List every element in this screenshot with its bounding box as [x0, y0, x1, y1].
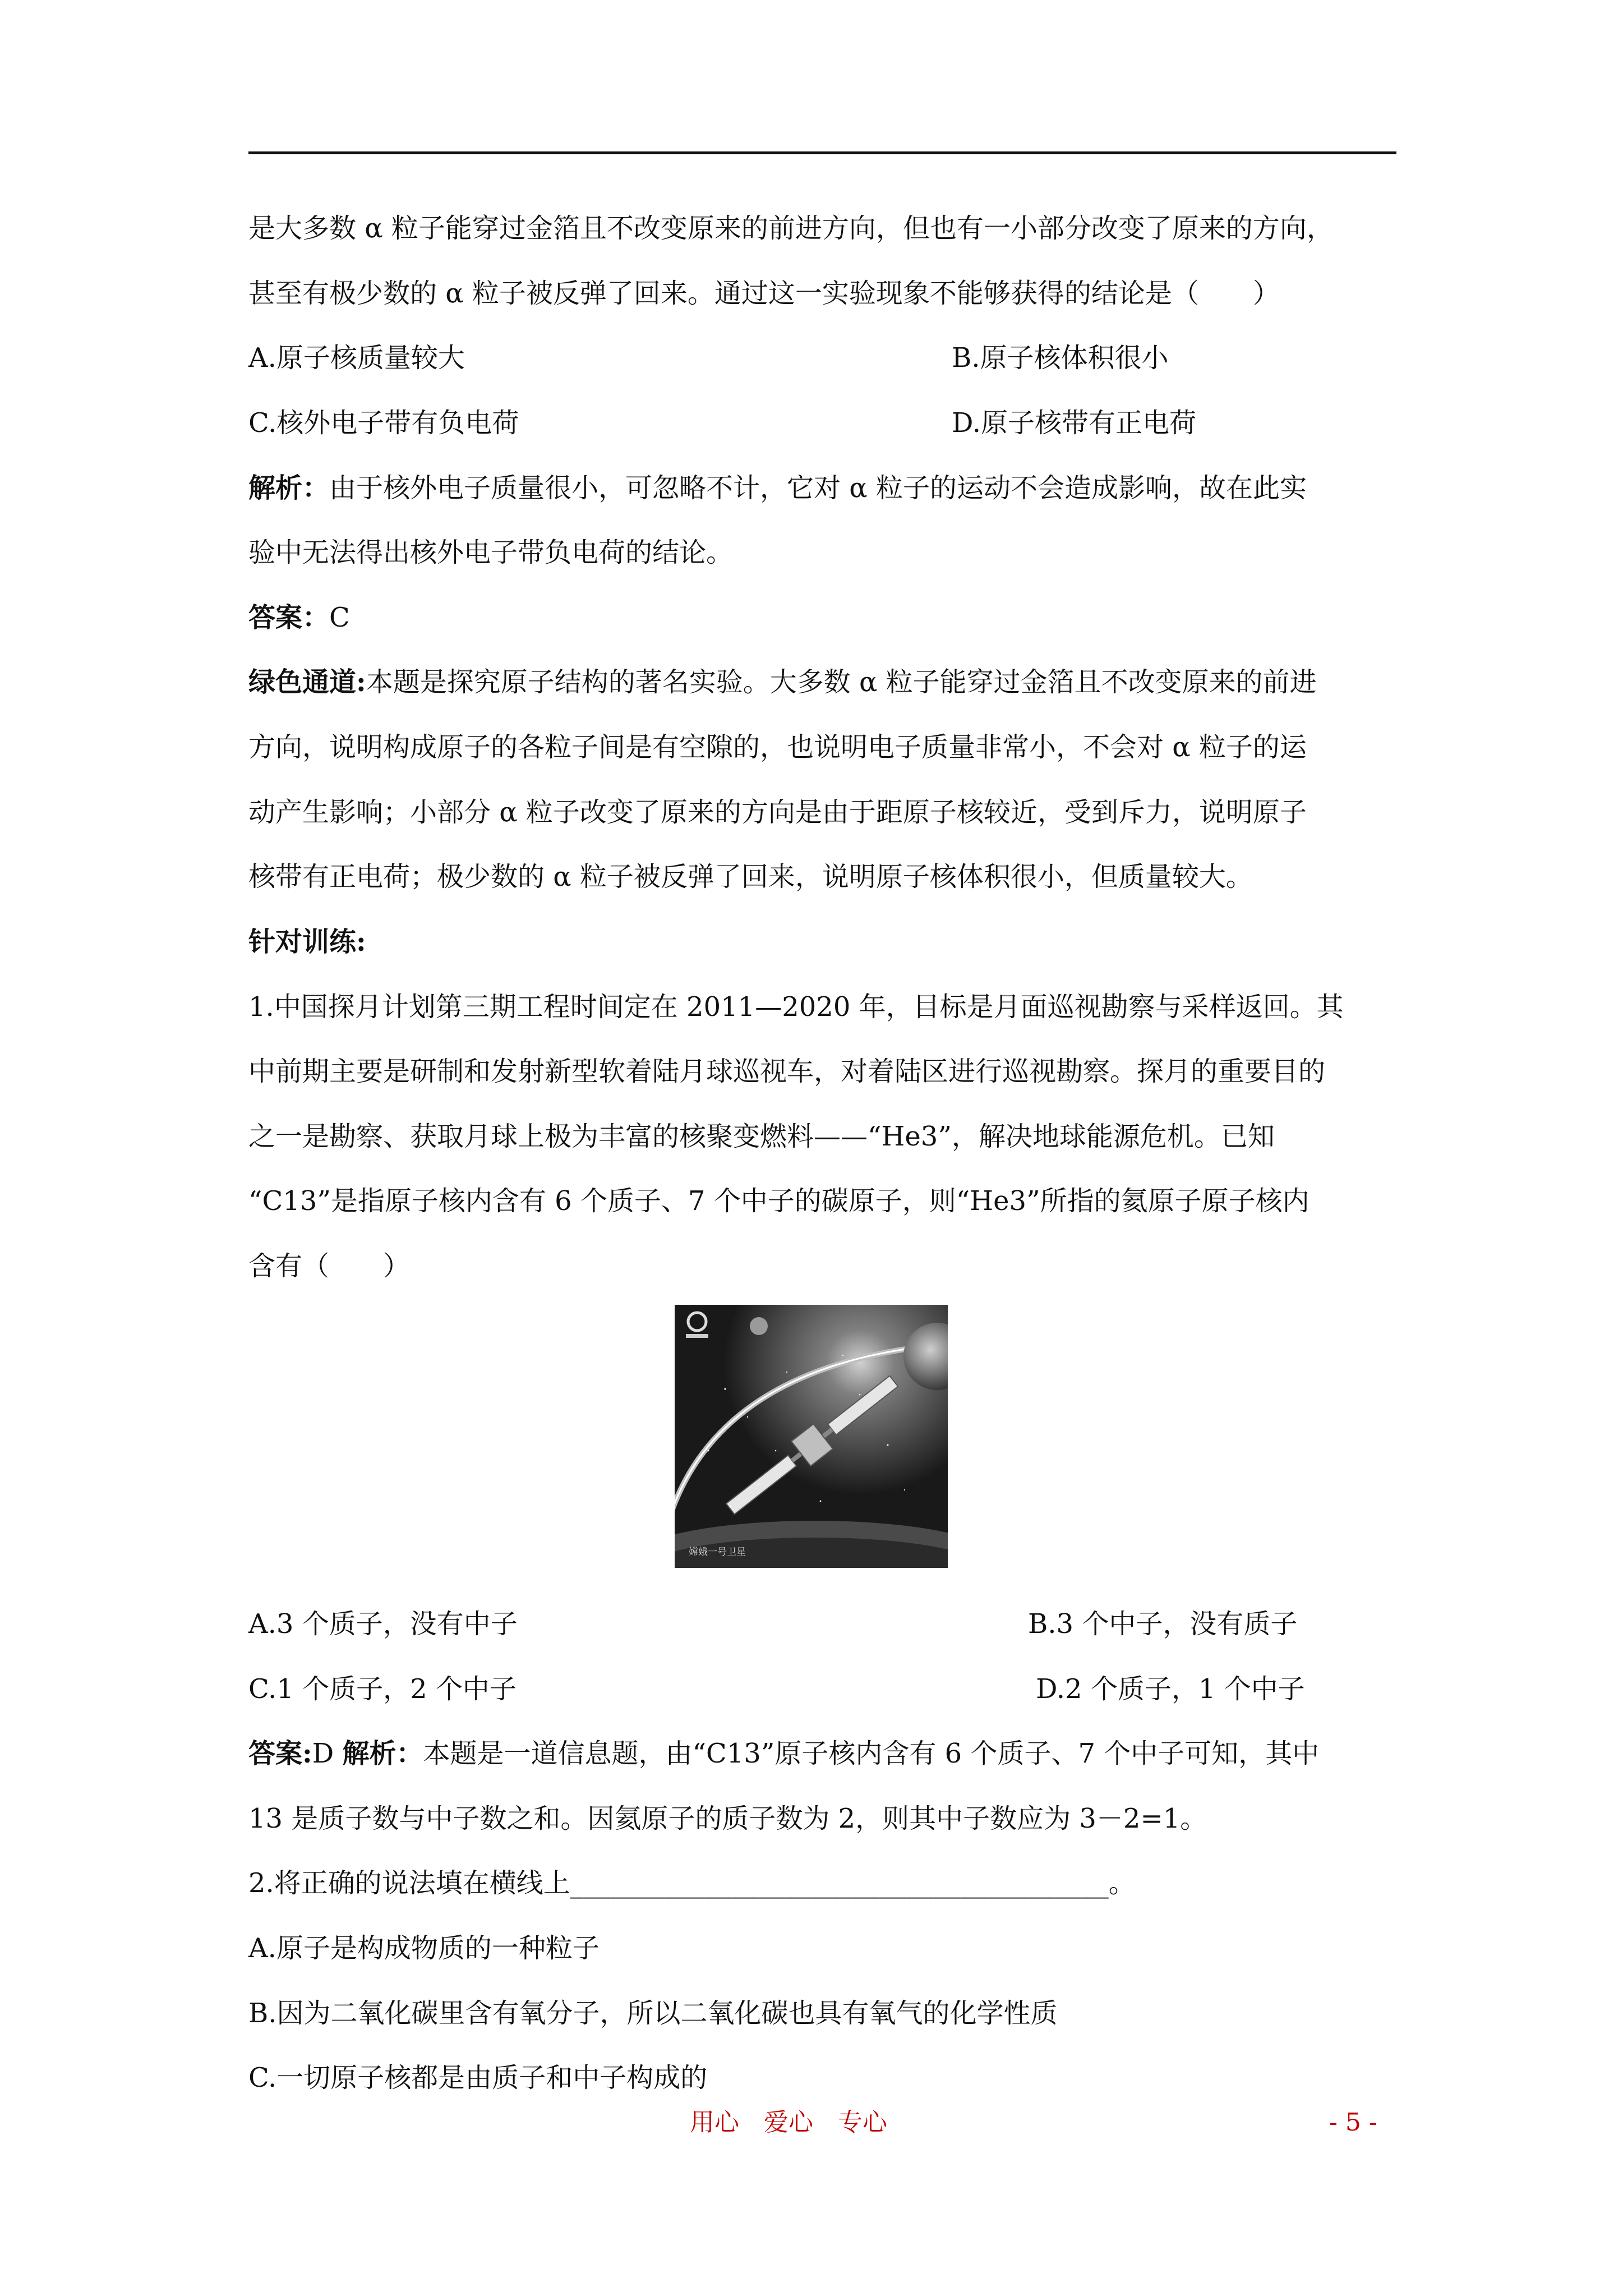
q1-analysis-line: 13 是质子数与中子数之和。因氦原子的质子数为 2，则其中子数应为 3－2=1。 — [248, 1803, 1207, 1834]
q1-line: 之一是勘察、获取月球上极为丰富的核聚变燃料——“He3”，解决地球能源危机。已知 — [248, 1121, 1275, 1152]
q1-option-d: D.2 个质子，1 个中子 — [1036, 1673, 1305, 1705]
option-c: C.核外电子带有负电荷 — [248, 407, 519, 439]
analysis-label: 解析： — [248, 472, 330, 504]
q2-option-c: C.一切原子核都是由质子和中子构成的 — [248, 2062, 708, 2093]
option-d: D.原子核带有正电荷 — [952, 407, 1197, 439]
footer-motto: 用心 爱心 专心 — [690, 2108, 887, 2137]
green-line: 方向，说明构成原子的各粒子间是有空隙的，也说明电子质量非常小，不会对 α 粒子的运 — [248, 731, 1307, 763]
q1-line: “C13”是指原子核内含有 6 个质子、7 个中子的碳原子，则“He3”所指的氦原子原子核内 — [248, 1185, 1310, 1217]
analysis-label: 解析： — [342, 1738, 423, 1769]
q2-option-b: B.因为二氧化碳里含有氧分子，所以二氧化碳也具有氧气的化学性质 — [248, 1998, 1058, 2029]
q1-option-c: C.1 个质子，2 个中子 — [248, 1673, 517, 1705]
header-rule — [248, 151, 1396, 154]
analysis-text: 本题是一道信息题，由“C13”原子核内含有 6 个质子、7 个中子可知，其中 — [423, 1738, 1320, 1769]
q2-option-a: A.原子是构成物质的一种粒子 — [248, 1932, 600, 1964]
answer-value: C — [329, 602, 350, 633]
option-a: A.原子核质量较大 — [248, 342, 465, 374]
q1-line: 含有（ ） — [248, 1250, 411, 1282]
green-line: 动产生影响；小部分 α 粒子改变了原来的方向是由于距原子核较近，受到斥力，说明原子 — [248, 797, 1307, 828]
answer-label: 答案: — [248, 1738, 312, 1769]
option-b: B.原子核体积很小 — [952, 342, 1169, 374]
analysis-line: 验中无法得出核外电子带负电荷的结论。 — [248, 537, 734, 568]
green-line: 核带有正电荷；极少数的 α 粒子被反弹了回来，说明原子核体积很小，但质量较大。 — [248, 861, 1253, 892]
analysis-line — [248, 471, 1307, 505]
q1-option-a: A.3 个质子，没有中子 — [248, 1608, 518, 1640]
q1-line: 中前期主要是研制和发射新型软着陆月球巡视车，对着陆区进行巡视勘察。探月的重要目的 — [248, 1056, 1326, 1087]
q1-answer-line — [248, 1737, 1319, 1770]
q1-option-b: B.3 个中子，没有质子 — [1028, 1608, 1298, 1640]
answer-value: D — [312, 1738, 343, 1769]
body-line: 是大多数 α 粒子能穿过金箔且不改变原来的前进方向，但也有一小部分改变了原来的方向， — [248, 213, 1334, 244]
q1-line: 1.中国探月计划第三期工程时间定在 2011—2020 年，目标是月面巡视勘察与采样返回。其 — [248, 991, 1344, 1023]
analysis-text: 由于核外电子质量很小，可忽略不计，它对 α 粒子的运动不会造成影响，故在此实 — [329, 472, 1307, 504]
green-text: 本题是探究原子结构的著名实验。大多数 α 粒子能穿过金箔且不改变原来的前进 — [366, 666, 1317, 698]
lunar-satellite-image — [675, 1305, 948, 1568]
answer-line — [248, 601, 350, 634]
answer-label: 答案： — [248, 602, 330, 633]
green-label: 绿色通道: — [248, 666, 366, 698]
green-line — [248, 665, 1317, 699]
training-heading: 针对训练: — [248, 926, 366, 958]
q2-stem: 2.将正确的说法填在横线上________________________________________。 — [248, 1867, 1136, 1899]
body-line: 甚至有极少数的 α 粒子被反弹了回来。通过这一实验现象不能够获得的结论是（ ） — [248, 278, 1280, 309]
page-number: - 5 - — [1329, 2108, 1377, 2137]
figure-caption: 嫦娥一号卫星 — [689, 1547, 746, 1558]
